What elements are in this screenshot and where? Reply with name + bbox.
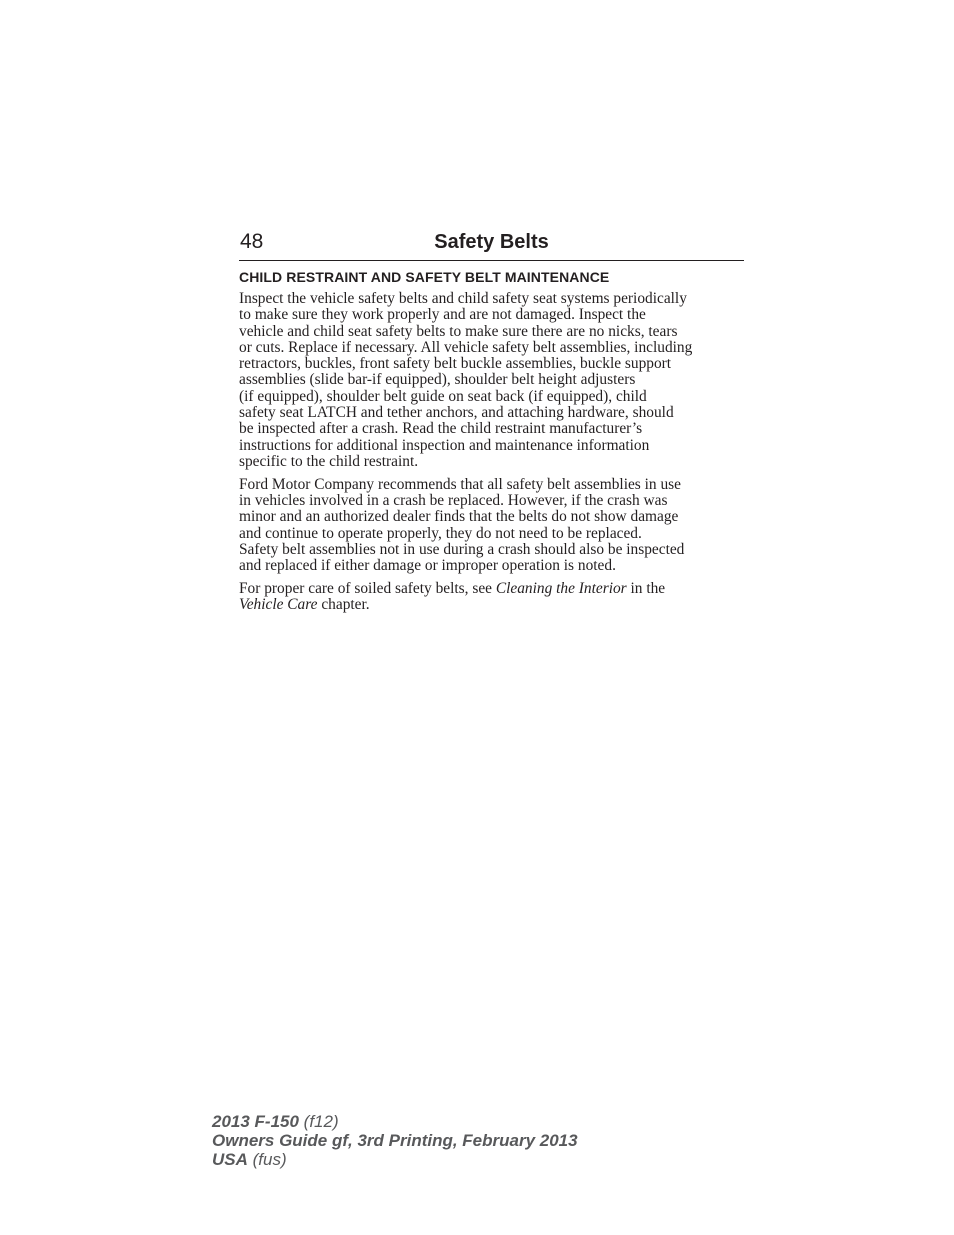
paragraph-care <box>239 581 747 614</box>
vehicle-care-reference[interactable]: Vehicle Care <box>239 596 318 614</box>
footer-region-line <box>212 1150 578 1169</box>
paragraph-line <box>239 597 747 613</box>
paragraph-line <box>239 581 747 597</box>
paragraph-line: Inspect the vehicle safety belts and child safety seat systems periodically <box>239 290 687 307</box>
paragraph-line: (if equipped), shoulder belt guide on seat back (if equipped), child <box>239 387 647 405</box>
footer-guide: Owners Guide gf, 3rd Printing, February 2013 <box>212 1131 578 1150</box>
page-footer <box>212 1112 578 1169</box>
paragraph-line: Safety belt assemblies not in use during a crash should also be inspected <box>239 540 685 558</box>
footer-region-code: (fus) <box>247 1150 287 1169</box>
paragraph-line: or cuts. Replace if necessary. All vehicle safety belt assemblies, including <box>239 338 693 356</box>
paragraph-line: and continue to operate properly, they do not need to be replaced. <box>239 524 642 542</box>
paragraph-line: Ford Motor Company recommends that all safety belt assemblies in use <box>239 475 681 493</box>
paragraph-line: and replaced if either damage or improper operation is noted. <box>239 557 616 575</box>
paragraph-line: be inspected after a crash. Read the child restraint manufacturer’s <box>239 420 643 438</box>
page-number: 48 <box>240 230 264 253</box>
maintenance-section <box>239 268 747 620</box>
paragraph-line: in vehicles involved in a crash be replaced. However, if the crash was <box>239 492 668 510</box>
care-text: in the <box>626 580 666 598</box>
footer-region: USA <box>212 1150 248 1169</box>
section-heading: CHILD RESTRAINT AND SAFETY BELT MAINTENANCE <box>239 269 610 285</box>
footer-model-line <box>212 1112 578 1131</box>
paragraph-line: to make sure they work properly and are not damaged. Inspect the <box>239 306 646 324</box>
page-header <box>239 228 744 261</box>
paragraph-replacement <box>239 477 747 575</box>
chapter-title: Safety Belts <box>434 231 549 253</box>
paragraph-inspection <box>239 291 747 470</box>
care-text: For proper care of soiled safety belts, see <box>239 580 496 598</box>
paragraph-line: vehicle and child seat safety belts to make sure there are no nicks, tears <box>239 322 678 340</box>
cleaning-interior-reference[interactable]: Cleaning the Interior <box>495 580 627 598</box>
footer-model: 2013 F-150 <box>212 1112 299 1131</box>
paragraph-line: retractors, buckles, front safety belt buckle assemblies, buckle support <box>239 355 672 373</box>
paragraph-line: assemblies (slide bar-if equipped), shoulder belt height adjusters <box>239 371 636 389</box>
care-text: chapter. <box>317 596 370 614</box>
paragraph-line: instructions for additional inspection and maintenance information <box>239 436 650 454</box>
paragraph-line: specific to the child restraint. <box>239 452 419 470</box>
footer-model-code: (f12) <box>298 1112 339 1131</box>
paragraph-line: minor and an authorized dealer finds that the belts do not show damage <box>239 508 679 526</box>
paragraph-line: safety seat LATCH and tether anchors, and attaching hardware, should <box>239 404 674 422</box>
